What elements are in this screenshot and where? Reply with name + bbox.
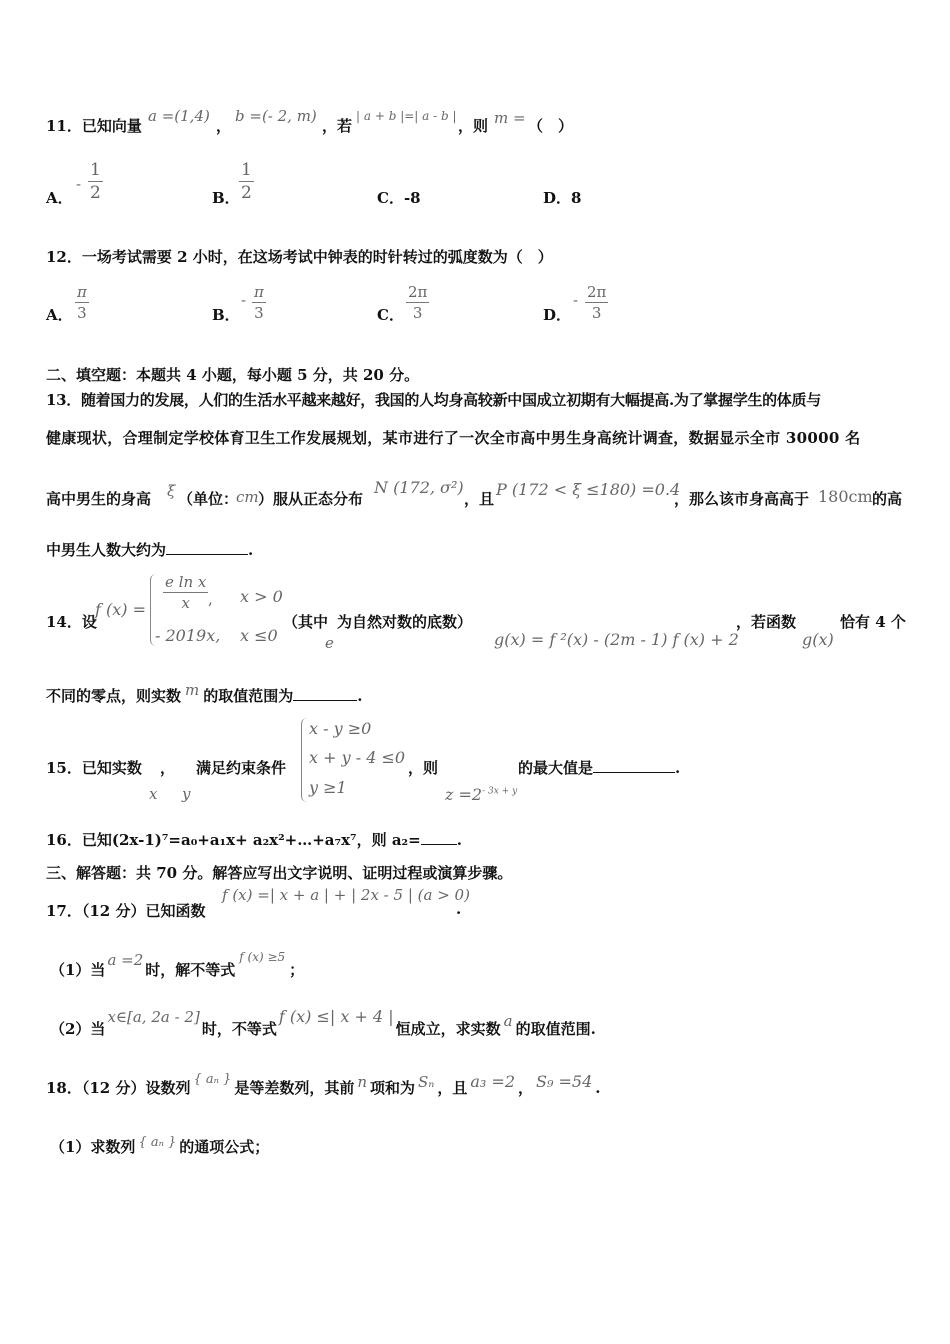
- q13-xi: ξ: [167, 482, 176, 500]
- q17-function: f (x) =| x + a | + | 2x - 5 | (a > 0): [222, 886, 470, 904]
- q13-answer-blank[interactable]: [166, 540, 248, 555]
- q11-option-c: C．-8: [377, 189, 421, 207]
- q18-sequence: { aₙ }: [193, 1072, 232, 1087]
- q13-normal: N (172, σ²): [374, 478, 464, 497]
- q12-option-b-label: B．: [212, 306, 240, 324]
- q16: 16．已知(2x-1)⁷=a₀+a₁x+ a₂x²+…+a₇x⁷，则 a₂= .: [46, 831, 462, 849]
- q11-option-a-fraction: [88, 160, 103, 203]
- q14-note-a: （其中: [283, 613, 329, 631]
- q15-answer-blank[interactable]: [593, 758, 675, 773]
- q14-tail: 恰有 4 个: [840, 613, 906, 631]
- q14-note-b: 为自然对数的底数）: [337, 613, 473, 631]
- q15-tail: 的最大值是 .: [518, 759, 681, 777]
- q13-cm: cm: [236, 488, 259, 506]
- q11-a-num: 1: [90, 160, 101, 180]
- q15-constraint-2: x + y - 4 ≤0: [309, 748, 406, 767]
- q15-then: ，则: [408, 759, 439, 777]
- q15-y: y: [182, 785, 191, 803]
- q12-option-d-fraction: 2π 3: [587, 283, 607, 322]
- q11-condition: | a + b |=| a - b |: [356, 109, 457, 123]
- q14-answer-blank[interactable]: [293, 686, 357, 701]
- q12-option-b-fraction: π 3: [254, 283, 264, 322]
- q15-constraint-3: y ≥1: [309, 778, 347, 797]
- q13-line-3f: 的高: [872, 490, 903, 508]
- q15-lead: 15．已知实数: [46, 759, 142, 777]
- q11-option-d: D．8: [543, 189, 582, 207]
- q14-g-definition: g(x) = f ²(x) - (2m - 1) f (x) + 2: [494, 630, 739, 649]
- q16-answer-blank[interactable]: [421, 830, 457, 845]
- q11-a-den: 2: [90, 183, 101, 203]
- q12-option-d-label: D．: [543, 306, 572, 324]
- q12-option-c-label: C．: [377, 306, 404, 324]
- q17-part1: （1）当a =2时，解不等式$^{f (x) \ge 5}$；: [50, 950, 305, 979]
- q11-stem: 11．已知向量: [46, 117, 142, 135]
- q14-case2-expr: - 2019x,: [155, 626, 221, 645]
- q17-lead: 17．（12 分）已知函数: [46, 902, 206, 920]
- q13-line-2: 健康现状，合理制定学校体育卫生工作发展规划，某市进行了一次全市高中男生身高统计调查，数据显示全市 30000 名: [46, 429, 861, 447]
- q17-part2: （2）当x∈[a, 2a - 2]时，不等式f (x) ≤| x + 4 |恒成立，求实数 a 的取值范围.: [50, 1007, 596, 1038]
- q12-option-a-fraction: π 3: [77, 283, 87, 322]
- q15-constraint-1: x - y ≥0: [309, 719, 372, 738]
- q14-gx: g(x): [802, 630, 834, 649]
- q11-stem-c: ，则: [458, 117, 489, 135]
- q15-z-exponent: - 3x + y: [482, 786, 518, 797]
- q17-end: .: [456, 900, 462, 918]
- q11-b-num: 1: [241, 160, 252, 180]
- q11-option-b-fraction: [239, 160, 254, 203]
- q11-stem-b: ，若: [322, 117, 353, 135]
- q11-option-b-label: B．: [212, 189, 240, 207]
- q11-paren: （ ）: [528, 117, 574, 135]
- q12-option-a-label: A．: [46, 306, 73, 324]
- q14-lead: 14．设: [46, 613, 97, 631]
- q11-option-a-sign: -: [76, 175, 82, 193]
- q11-comma: ，: [216, 117, 232, 135]
- q14-case1-comma: ,: [208, 590, 213, 608]
- q13-line-1: 13．随着国力的发展，人们的生活水平越来越好，我国的人均身高较新中国成立初期有大幅提高.为了掌握学生的体质与: [46, 391, 821, 409]
- q13-line-3c: ）服从正态分布: [258, 490, 364, 508]
- q18-sequence-2: { aₙ }: [138, 1135, 177, 1150]
- q13-line-3d: ，且: [464, 490, 495, 508]
- section-3-heading: 三、解答题：共 70 分。解答应写出文字说明、证明过程或演算步骤。: [46, 864, 513, 882]
- q11-b-den: 2: [241, 183, 252, 203]
- q12-option-c-fraction: 2π 3: [408, 283, 428, 322]
- q13-line-3a: 高中男生的身高: [46, 490, 152, 508]
- q13-line-4: 中男生人数大约为 .: [46, 541, 254, 559]
- q13-probability: P (172 < ξ ≤180) =0.4: [496, 480, 681, 499]
- q18-lead: 18．（12 分）设数列 { aₙ } 是等差数列，其前 n 项和为 Sₙ ，且 a₃ =2 ， S₉ =54 .: [46, 1072, 601, 1097]
- q13-line-3b: （单位：: [178, 490, 239, 508]
- q14-case1-cond: x > 0: [240, 587, 283, 606]
- q14-fx: f (x) =: [95, 600, 147, 619]
- q15-mid: 满足约束条件: [196, 759, 287, 777]
- q12-option-d-sign: -: [573, 291, 579, 309]
- q14-e: e: [325, 634, 334, 652]
- q12-stem: 12．一场考试需要 2 小时，在这场考试中钟表的时针转过的弧度数为（ ）: [46, 248, 553, 266]
- q18-part1: （1）求数列 { aₙ } 的通项公式；: [50, 1135, 270, 1156]
- q12-option-b-sign: -: [241, 291, 247, 309]
- q15-x: x: [149, 785, 158, 803]
- q11-option-a-label: A．: [46, 189, 73, 207]
- q11-vec-a: a =(1,4): [148, 107, 210, 125]
- q14-mid: ，若函数: [736, 613, 797, 631]
- q15-comma: ，: [160, 759, 176, 777]
- q11-var-m: m =: [494, 109, 526, 127]
- q14-case1-fraction: e ln x x: [165, 573, 207, 612]
- q14-case2-cond: x ≤0: [240, 626, 278, 645]
- section-2-heading: 二、填空题：本题共 4 小题，每小题 5 分，共 20 分。: [46, 366, 420, 384]
- q14-line-2: 不同的零点，则实数 m 的取值范围为 .: [46, 681, 363, 705]
- q13-line-3e: ，那么该市身高高于: [674, 490, 810, 508]
- q15-z: $z =2^{- 3x + y}$: [445, 785, 518, 804]
- q11-vec-b: b =(- 2, m): [235, 107, 317, 125]
- q13-height-180: 180cm: [818, 487, 873, 506]
